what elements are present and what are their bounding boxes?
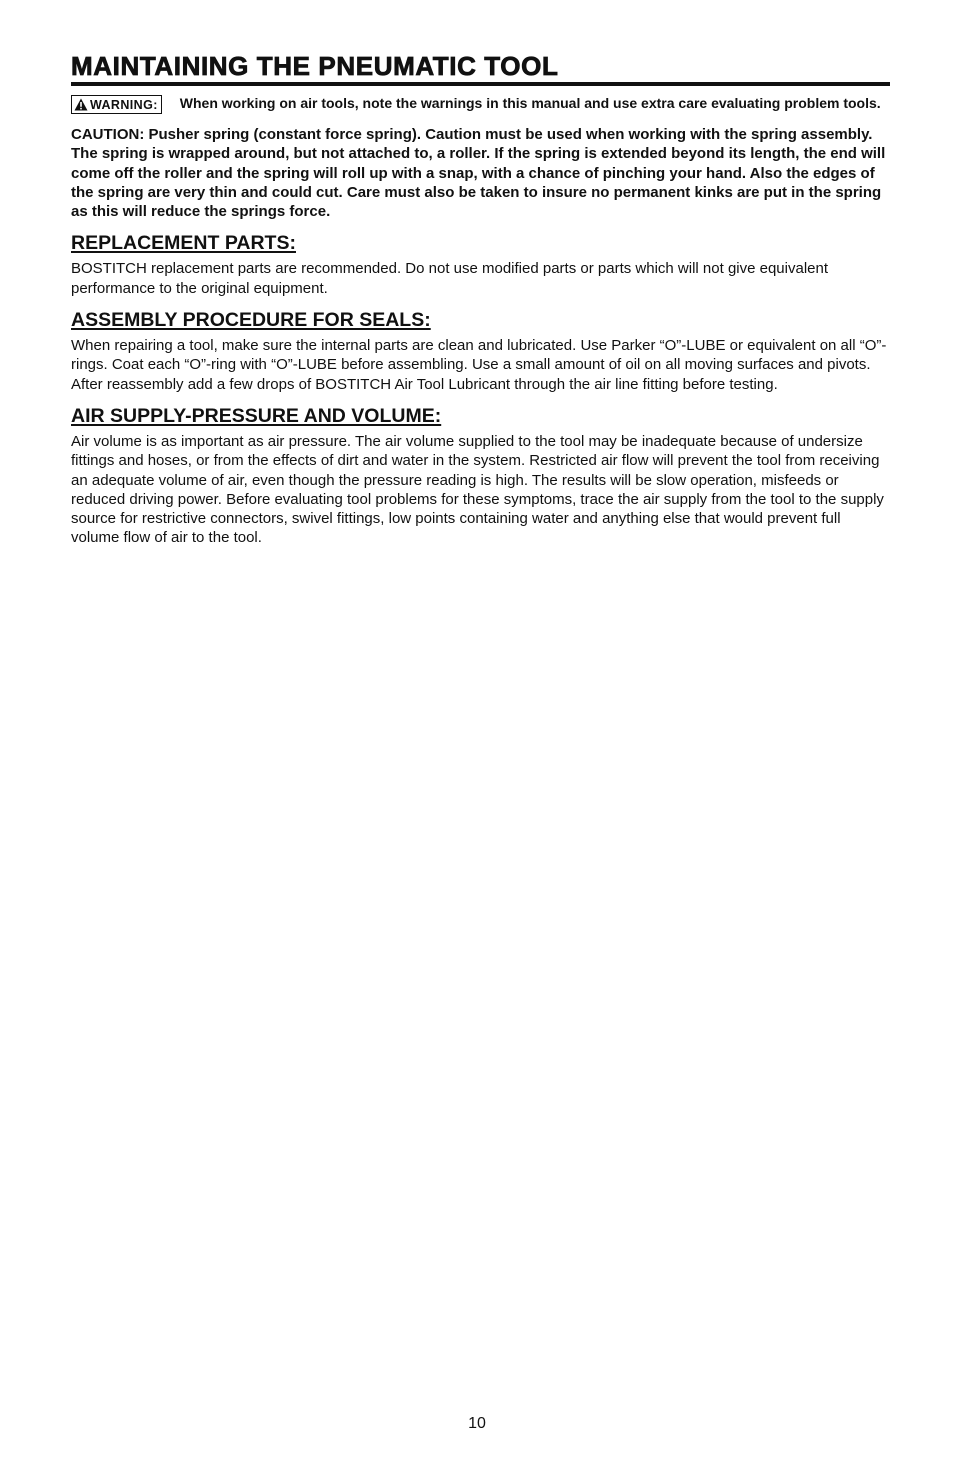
caution-paragraph: CAUTION: Pusher spring (constant force spring). Caution must be used when working with the spring assembly. The spring is wrapped around, but not attached to, a roller. If the spring is extended beyond its length, the end will come off the roller and the spring will roll up with a snap, with a chance of pinching your hand. Also the edges of the spring are very thin and could cut. Care must also be taken to insure no permanent kinks are put in the spring as this will reduce the springs force. — [71, 126, 886, 221]
warning-triangle-icon — [74, 98, 88, 111]
section-heading-air-supply: AIR SUPPLY-PRESSURE AND VOLUME: — [71, 404, 442, 427]
page-title: MAINTAINING THE PNEUMATIC TOOL — [71, 52, 890, 86]
section-heading-assembly-procedure: ASSEMBLY PROCEDURE FOR SEALS: — [71, 309, 431, 332]
warning-block — [71, 95, 890, 114]
warning-text: When working on air tools, note the warnings in this manual and use extra care evaluating problem tools. — [179, 95, 881, 111]
warning-label: WARNING: — [90, 97, 158, 112]
section-body-assembly-procedure: When repairing a tool, make sure the internal parts are clean and lubricated. Use Parker “O”-LUBE or equivalent on all “O”-rings. Coat each “O”-ring with “O”-LUBE before assembling. Use a small amount of oil on all moving surfaces and pivots. After reassembly add a few drops of BOSTITCH Air Tool Lubricant through the air line fitting before testing. — [71, 337, 887, 393]
section-heading-replacement-parts: REPLACEMENT PARTS: — [71, 232, 296, 255]
page-content — [71, 52, 890, 548]
warning-badge — [71, 95, 162, 114]
section-body-air-supply: Air volume is as important as air pressure. The air volume supplied to the tool may be inadequate because of undersize fittings and hoses, or from the effects of dirt and water in the system. Restricted air flow will prevent the tool from receiving an adequate volume of air, even though the pressure reading is high. The results will be slow operation, misfeeds or reduced driving power. Before evaluating tool problems for these symptoms, trace the air supply from the tool to the supply source for restrictive connectors, swivel fittings, low points containing water and anything else that would prevent full volume flow of air to the tool. — [71, 432, 884, 547]
section-body-replacement-parts: BOSTITCH replacement parts are recommended. Do not use modified parts or parts which will not give equivalent performance to the original equipment. — [71, 260, 829, 297]
page-number: 10 — [468, 1415, 486, 1432]
